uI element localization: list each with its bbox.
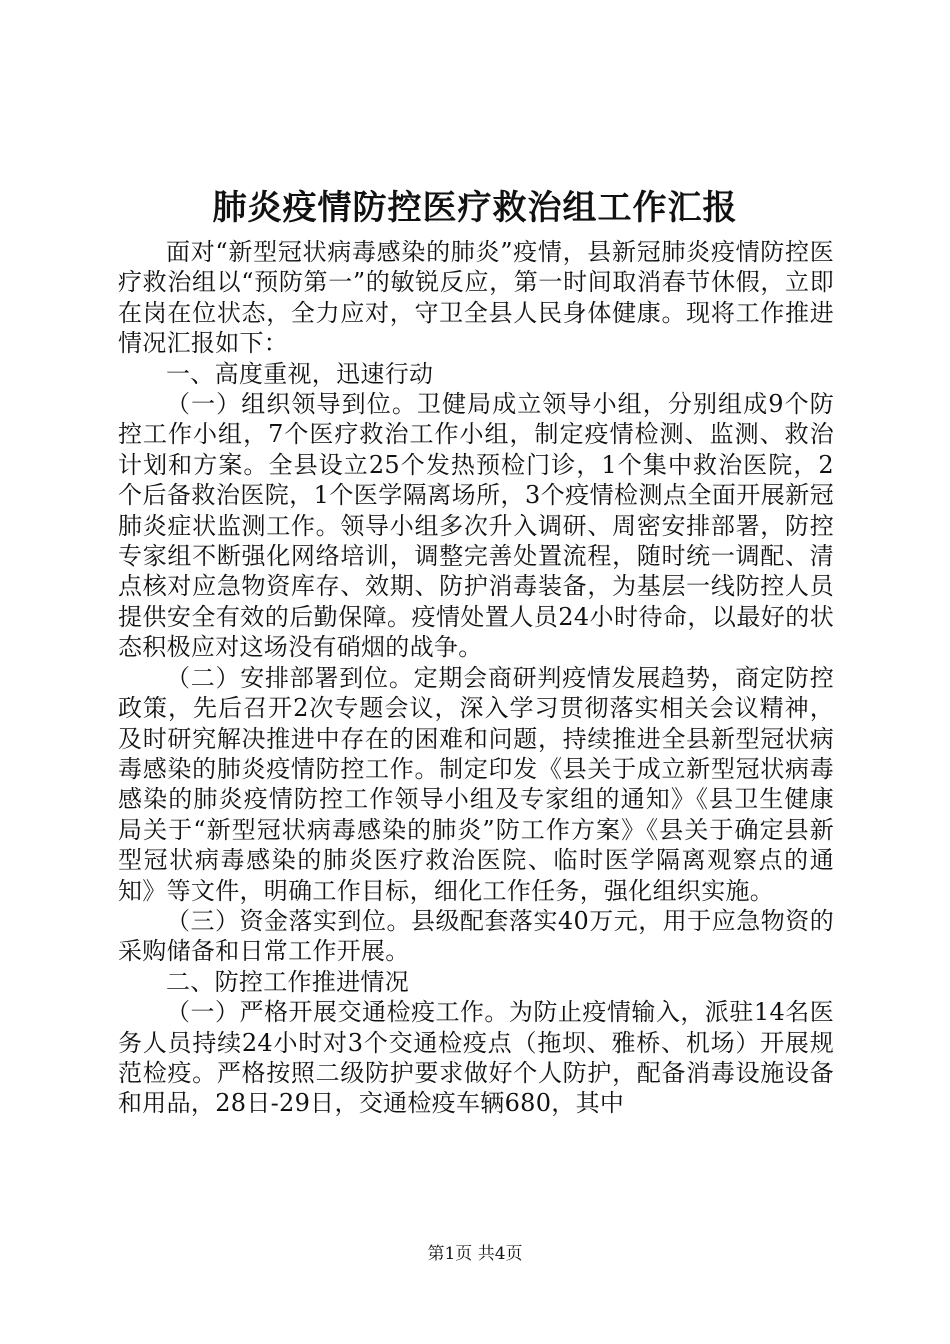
page-footer: 第1页 共4页 bbox=[427, 1244, 523, 1264]
paragraph-deployment: （二）安排部署到位。定期会商研判疫情发展趋势，商定防控政策，先后召开2次专题会议，深入学习贯彻落实相关会议精神，及时研究解决推进中存在的困难和问题，持续推进全县新型冠状病毒感染的肺炎疫情防控工作。制定印发《县关于成立新型冠状病毒感染的肺炎疫情防控工作领导小组及专家组的通知》《县卫生健康局关于“新型冠状病毒感染的肺炎”防工作方案》《县关于确定县新型冠状病毒感染的肺炎医疗救治医院、临时医学隔离观察点的通知》等文件，明确工作目标，细化工作任务，强化组织实施。 bbox=[118, 663, 834, 905]
section-heading-1: 一、高度重视，迅速行动 bbox=[166, 359, 434, 388]
paragraph-organization: （一）组织领导到位。卫健局成立领导小组，分别组成9个防控工作小组，7个医疗救治工作小组，制定疫情检测、监测、救治计划和方案。全县设立25个发热预检门诊，1个集中救治医院，2个后备救治医院，1个医学隔离场所，3个疫情检测点全面开展新冠肺炎症状监测工作。领导小组多次升入调研、周密安排部署，防控专家组不断强化网络培训，调整完善处置流程，随时统一调配、清点核对应急物资库存、效期、防护消毒装备，为基层一线防控人员提供安全有效的后勤保障。疫情处置人员24小时待命，以最好的状态积极应对这场没有硝烟的战争。 bbox=[118, 390, 834, 662]
paragraph-traffic-quarantine: （一）严格开展交通检疫工作。为防止疫情输入，派驻14名医务人员持续24小时对3个交通检疫点（拖坝、雅桥、机场）开展规范检疫。严格按照二级防护要求做好个人防护，配备消毒设施设备和用品，28日-29日，交通检疫车辆680，其中 bbox=[118, 998, 834, 1118]
section-heading-2: 二、防控工作推进情况 bbox=[166, 967, 409, 996]
intro-paragraph: 面对“新型冠状病毒感染的肺炎”疫情，县新冠肺炎疫情防控医疗救治组以“预防第一”的敏锐反应，第一时间取消春节休假，立即在岗在位状态，全力应对，守卫全县人民身体健康。现将工作推进情况汇报如下： bbox=[118, 238, 834, 358]
document-title: 肺炎疫情防控医疗救治组工作汇报 bbox=[212, 188, 738, 228]
document-body bbox=[118, 237, 834, 1119]
paragraph-funding: （三）资金落实到位。县级配套落实40万元，用于应急物资的采购储备和日常工作开展。 bbox=[118, 906, 834, 966]
